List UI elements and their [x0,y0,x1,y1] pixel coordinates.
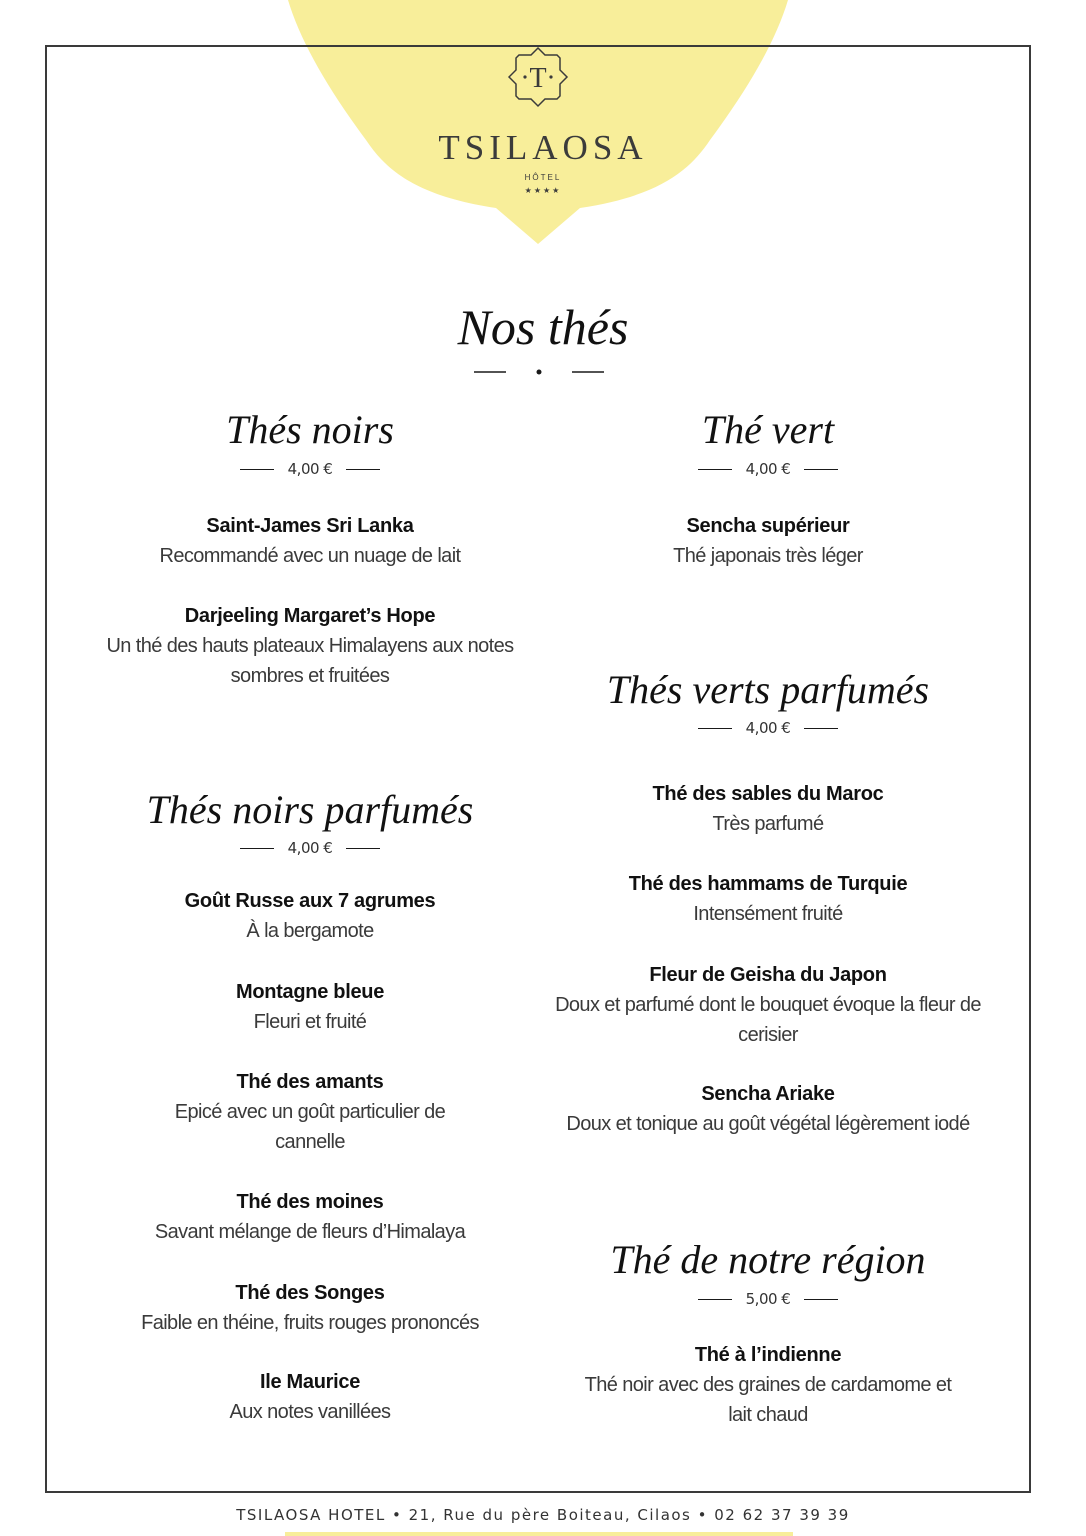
hotel-brand-subtitle: HÔTEL [524,173,562,182]
menu-item [90,601,530,691]
item-description-line: cannelle [275,1131,345,1153]
item-description: Savant mélange de fleurs d’Himalaya [154,1221,466,1243]
menu-item [545,869,991,929]
price-row [90,459,530,479]
item-name: Thé à l’indienne [694,1344,842,1366]
item-description-line: Doux et parfumé dont le bouquet évoque la fleur de [555,994,981,1016]
menu-item [90,1367,530,1427]
divider-line [698,728,732,729]
price-row [90,838,530,858]
footer-address: TSILAOSA HOTEL • 21, Rue du père Boiteau, Cilaos • 02 62 37 39 39 [236,1506,850,1524]
item-name: Thé des hammams de Turquie [628,873,908,895]
menu-item [90,1187,530,1247]
divider-line [698,1299,732,1300]
menu-item [545,1079,991,1139]
item-description-line: lait chaud [728,1404,808,1426]
item-name: Sencha Ariake [701,1083,835,1105]
menu-item [90,977,530,1037]
item-name: Fleur de Geisha du Japon [649,964,887,986]
section-title: Thés noirs [226,407,394,452]
menu-item [90,1278,530,1338]
item-description-line: Un thé des hauts plateaux Himalayens aux notes [106,635,514,657]
divider-line [804,469,838,470]
item-description: Doux et tonique au goût végétal légèrement iodé [566,1113,970,1135]
footer-color-band [285,1532,793,1536]
item-name: Darjeeling Margaret’s Hope [184,605,436,627]
item-name: Thé des amants [236,1071,384,1093]
item-description: Faible en théine, fruits rouges prononcés [141,1312,479,1334]
item-description: À la bergamote [246,920,374,942]
item-name: Thé des Songes [235,1282,385,1304]
menu-item [90,511,530,571]
section-title: Thés noirs parfumés [146,787,474,832]
hotel-brand-name: TSILAOSA [438,128,648,167]
section-title: Thé vert [701,407,835,452]
section-price: 4,00 € [745,460,791,478]
price-row [545,718,991,738]
item-description: Aux notes vanillées [229,1401,391,1423]
item-description-line: cerisier [738,1024,798,1046]
section-price: 5,00 € [745,1290,791,1308]
menu-item [545,960,991,1050]
divider-line [346,469,380,470]
section-price: 4,00 € [745,719,791,737]
item-description: Fleuri et fruité [253,1011,367,1033]
section-title: Thés verts parfumés [606,667,930,712]
left-column [90,0,530,1500]
divider-line [804,728,838,729]
item-description-line: sombres et fruitées [230,665,390,687]
right-column [545,0,991,1500]
item-name: Thé des sables du Maroc [652,783,884,805]
item-name: Thé des moines [236,1191,384,1213]
divider-line [804,1299,838,1300]
price-row [545,459,991,479]
price-row [545,1289,991,1309]
hotel-star-rating: ★★★★ [524,186,562,195]
menu-item [545,779,991,839]
item-name: Sencha supérieur [686,515,850,537]
item-description-line: Thé noir avec des graines de cardamome et [584,1374,952,1396]
section-price: 4,00 € [287,839,333,857]
logo-letter: T [529,63,547,94]
item-name: Saint-James Sri Lanka [206,515,414,537]
divider-line [346,848,380,849]
menu-item [90,1067,530,1157]
divider-line [240,848,274,849]
divider-line [698,469,732,470]
section-price: 4,00 € [287,460,333,478]
item-description: Intensément fruité [693,903,843,925]
page-title: Nos thés [457,299,629,355]
item-name: Goût Russe aux 7 agrumes [184,890,436,912]
item-description: Très parfumé [712,813,824,835]
item-description: Thé japonais très léger [673,545,863,567]
divider-line [240,469,274,470]
item-name: Montagne bleue [235,981,385,1003]
item-description-line: Epicé avec un goût particulier de [174,1101,446,1123]
menu-item [90,886,530,946]
menu-item [545,1340,991,1430]
section-title: Thé de notre région [610,1237,926,1282]
menu-item [545,511,991,571]
item-name: Ile Maurice [259,1371,361,1393]
item-description: Recommandé avec un nuage de lait [159,545,461,567]
